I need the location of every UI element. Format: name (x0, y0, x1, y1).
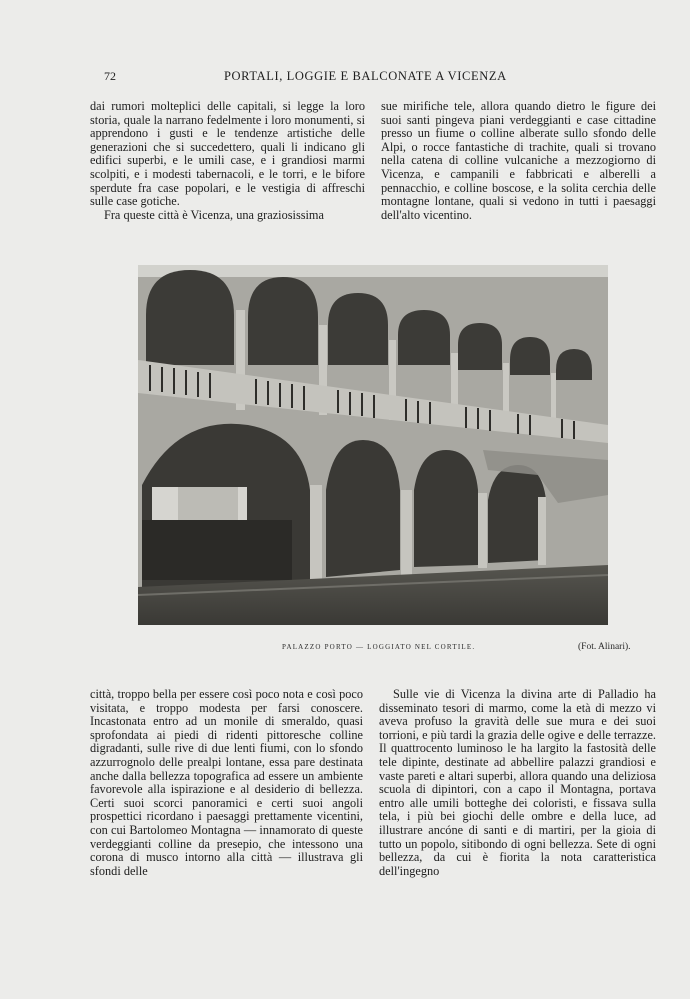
figure-caption: PALAZZO PORTO — LOGGIATO NEL CORTILE. (282, 643, 476, 651)
text-column-top-right (381, 100, 656, 222)
page-number: 72 (104, 69, 116, 83)
paragraph: città, troppo bella per essere così poco nota e così poco visitata, e troppo modesta per farsi conoscere. Incastonata entro ad un monile di smeraldo, quasi sprofondata ai piedi di ridenti pittoresche colline digradanti, sulle rive di due lenti fiumi, con lo sfondo azzurrognolo delle prealpi lontane, essa pare destinata anche dalla bellezza topografica ad essere un ambiente favorevole alla ispirazione e al desiderio di bellezza. Certi suoi scorci panoramici e certi suoi angoli prospettici ricordano i paesaggi prettamente vicentini, con cui Bartolomeo Montagna — innamorato di queste verdeggianti colline da presepio, che intessono una corona di musco intorno alla città — illustrava gli sfondi delle (90, 687, 363, 878)
loggia-illustration (138, 265, 608, 625)
running-title: PORTALI, LOGGIE E BALCONATE A VICENZA (224, 69, 507, 83)
text-column-bottom-left (90, 688, 363, 878)
paragraph: sue mirifiche tele, allora quando dietro le figure dei suoi santi pingeva piani verdeggianti e case cittadine presso un fiume o colline alberate sullo sfondo delle Alpi, o rocce fantastiche di trachite, quali si trovano nella catena di colline vulcaniche a mezzogiorno di Vicenza, e campanili e fabbricati e alberelli a pennacchio, e colline boscose, e la solita cerchia delle montagne lontane, quali si vedono in tutti i paesaggi dell'alto vicentino. (381, 99, 656, 222)
text-column-bottom-right (379, 688, 656, 878)
paragraph: dai rumori molteplici delle capitali, si legge la loro storia, quale la narrano fedelmente i loro monumenti, si apprendono i gusti e le tendenze artistiche delle generazioni che si succedettero, quali li indicano gli edifici superbi, e le umili case, e i grandiosi marmi scolpiti, e i modesti tabernacoli, e le torri, e le bifore sperdute fra case popolari, e le vestigia di affreschi sulle case gotiche. (90, 99, 365, 209)
courtyard-photograph (138, 265, 608, 625)
paragraph: Fra queste città è Vicenza, una graziosissima (104, 207, 324, 222)
photo-credit: (Fot. Alinari). (578, 642, 631, 652)
text-column-top-left (90, 100, 365, 222)
paragraph: Sulle vie di Vicenza la divina arte di Palladio ha disseminato tesori di marmo, come la età di mezzo vi aveva profuso la gravità delle sue mura e dei suoi torrioni, e più tardi la grazia delle ogive e delle terrazze. Il quattrocento luminoso le ha largito la fastosità delle tele dipinte, destinate ad abbellire palazzi grandiosi e vaste pareti e altari superbi, allora quando una deliziosa scuola di dipintori, con a capo il Montagna, portava entro alle umili botteghe dei coloristi, e fissava sulla tela, i più bei giochi delle ombre e della luce, ad illustrare ancóne di santi e di martiri, per la gioia di tutto un popolo, sitibondo di ogni bellezza. Sete di ogni bellezza, da cui è fiorita la nota caratteristica dell'ingegno (379, 687, 656, 878)
